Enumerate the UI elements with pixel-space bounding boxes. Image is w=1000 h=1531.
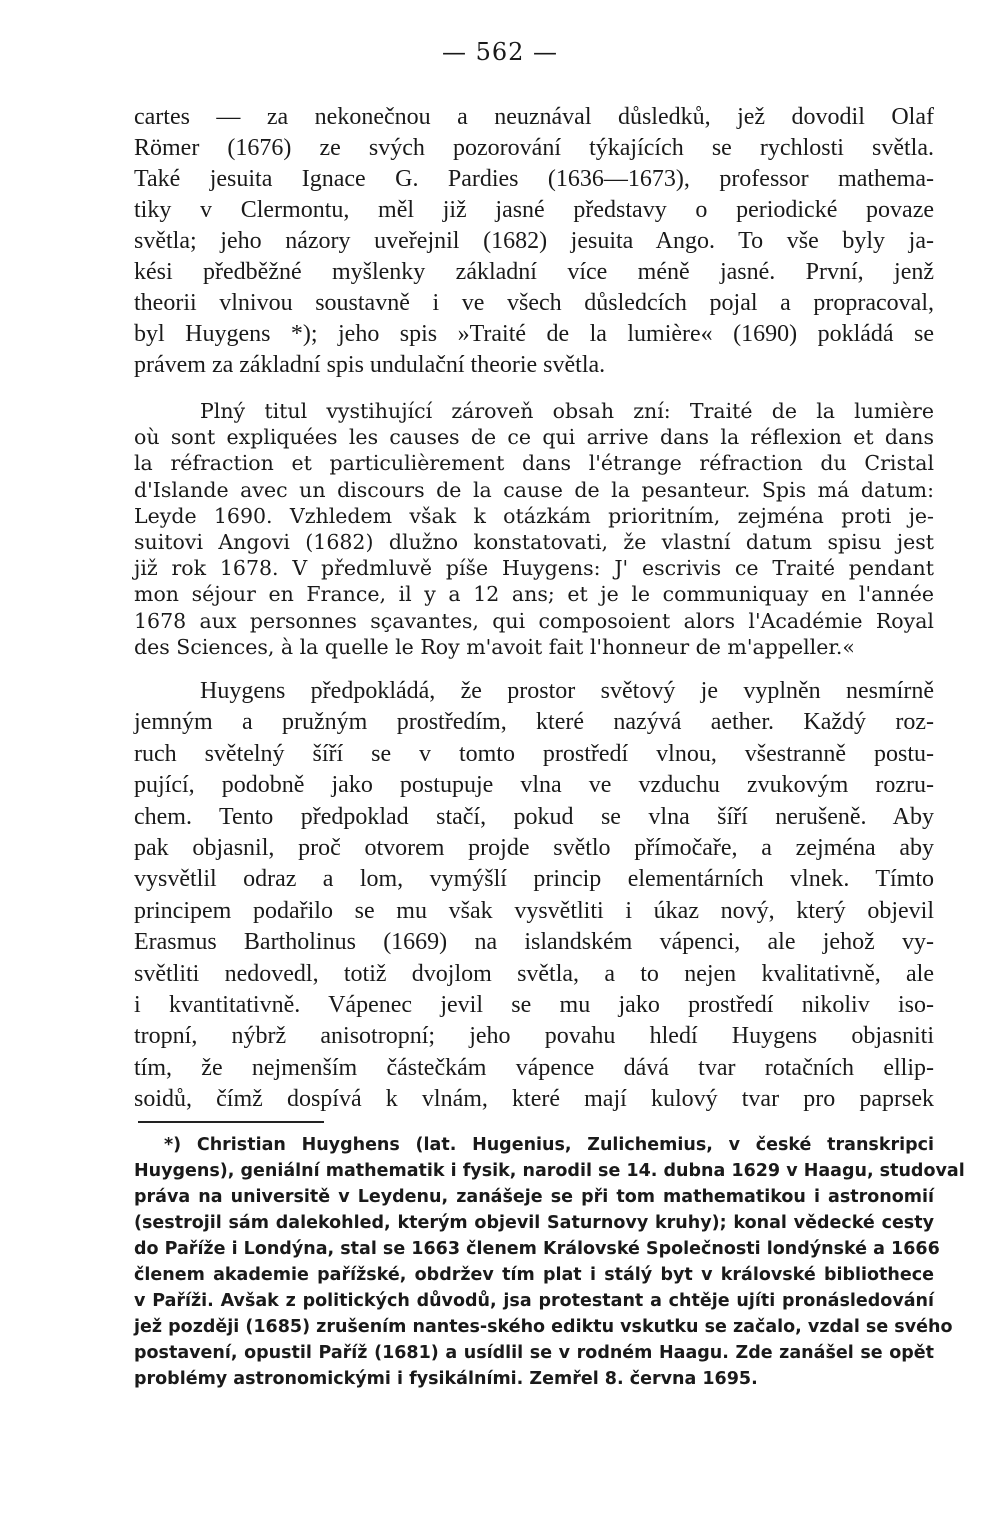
text-line: do Paříže i Londýna, stal se 1663 členem Královské Společnosti londýnské a 1666 [134,1239,940,1259]
text-line: kési předběžné myšlenky základní více méně jasné. První, jenž [134,259,934,285]
text-line: Také jesuita Ignace G. Pardies (1636—1673), professor mathema- [134,166,934,192]
text-line: tiky v Clermontu, měl již jasné představy o periodické povaze [134,197,934,223]
page-number: — 562 — [441,38,559,66]
text-line: světliti nedovedl, totiž dvojlom světla, a to nejen kvalitativně, ale [134,960,934,987]
text-line: postavení, opustil Paříž (1681) a usídlil se v rodném Haagu. Zde zanášel se opět [134,1343,934,1363]
text-line: mon séjour en France, il y a 12 ans; et je le communiquay en l'année [134,582,934,607]
paragraph-1 [134,102,934,381]
text-line: Plný titul vystihující zároveň obsah zní: Traité de la lumière [200,399,934,423]
text-line: chem. Tento předpoklad stačí, pokud se vlna šíří nerušeně. Aby [134,803,934,830]
text-line: právem za základní spis undulační theorie světla. [134,352,606,378]
text-line: tím, že nejmenším částečkám vápence dává tvar rotačních ellip- [134,1054,934,1081]
text-line: (sestrojil sám dalekohled, kterým objevil Saturnovy kruhy); konal vědecké cesty [134,1213,934,1233]
text-line: Erasmus Bartholinus (1669) na islandském vápenci, ale jehož vy- [134,929,934,956]
text-line: vysvětlil odraz a lom, vymýšlí princip elementárních vlnek. Tímto [134,866,934,893]
text-line: *) Christian Huyghens (lat. Hugenius, Zulichemius, v české transkripci [164,1135,934,1155]
text-line: tropní, nýbrž anisotropní; jeho povahu hledí Huygens objasniti [134,1023,934,1050]
text-line: la réfraction et particulièrement dans l'étrange réfraction du Cristal [134,451,934,476]
text-line: světla; jeho názory uveřejnil (1682) jesuita Ango. To vše byly ja- [134,228,934,254]
text-line: v Paříži. Avšak z politických důvodů, jsa protestant a chtěje ujíti pronásledování [134,1291,934,1311]
text-line: byl Huygens *); jeho spis »Traité de la lumière« (1690) pokládá se [134,321,934,347]
footnote [134,1132,965,1392]
text-line: Leyde 1690. Vzhledem však k otázkám prioritním, zejména proti je- [134,503,934,528]
footnote-divider [138,1121,324,1123]
text-line: theorii vlnivou soustavně i ve všech důsledcích pojal a propracoval, [134,290,934,316]
text-line: Huygens), geniální mathematik i fysik, narodil se 14. dubna 1629 v Haagu, studoval [134,1161,965,1181]
text-line: 1678 aux personnes sçavantes, qui composoient alors l'Académie Royal [134,608,934,633]
text-line: jemným a pružným prostředím, které nazývá aether. Každý roz- [134,709,934,736]
text-line: ruch světelný šíří se v tomto prostředí vlnou, všestranně postu- [134,740,934,767]
text-line: Huygens předpokládá, že prostor světový je vyplněn nesmírně [200,678,934,704]
text-line: pující, podobně jako postupuje vlna ve vzduchu zvukovým rozru- [134,772,934,799]
text-line: principem podařilo se mu však vysvětliti i úkaz nový, který objevil [134,897,934,924]
paragraph-2-title-quote [134,398,934,660]
text-line: soidů, čímž dospívá k vlnám, které mají kulový tvar pro paprsek [134,1086,934,1113]
text-line: où sont expliquées les causes de ce qui arrive dans la réflexion et dans [134,425,934,450]
text-line: i kvantitativně. Vápenec jevil se mu jako prostředí nikoliv iso- [134,991,934,1018]
text-line: práva na universitě v Leydenu, zanášeje se při tom mathematikou i astronomií [134,1187,934,1207]
text-line: suitovi Angovi (1682) dlužno konstatovati, že vlastní datum spisu jest [134,529,934,554]
text-line: cartes — za nekonečnou a neuznával důsledků, jež dovodil Olaf [134,104,934,130]
text-line: pak objasnil, proč otvorem projde světlo přímočaře, a zejména aby [134,834,934,861]
text-line: des Sciences, à la quelle le Roy m'avoit fait l'honneur de m'appeller.« [134,634,855,659]
text-line: Römer (1676) ze svých pozorování týkajících se rychlosti světla. [134,135,934,161]
text-line: členem akademie pařížské, obdržev tím plat i stálý byt v královské bibliothece [134,1265,934,1285]
text-line: problémy astronomickými i fysikálními. Zemřel 8. června 1695. [134,1369,758,1389]
text-line: jež později (1685) zrušením nantes-ského ediktu vskutku se začalo, vzdal se svého [134,1317,953,1337]
text-line: d'Islande avec un discours de la cause de la pesanteur. Spis má datum: [134,477,934,502]
paragraph-3 [134,676,934,1115]
text-line: již rok 1678. V předmluvě píše Huygens: J' escrivis ce Traité pendant [134,556,934,581]
